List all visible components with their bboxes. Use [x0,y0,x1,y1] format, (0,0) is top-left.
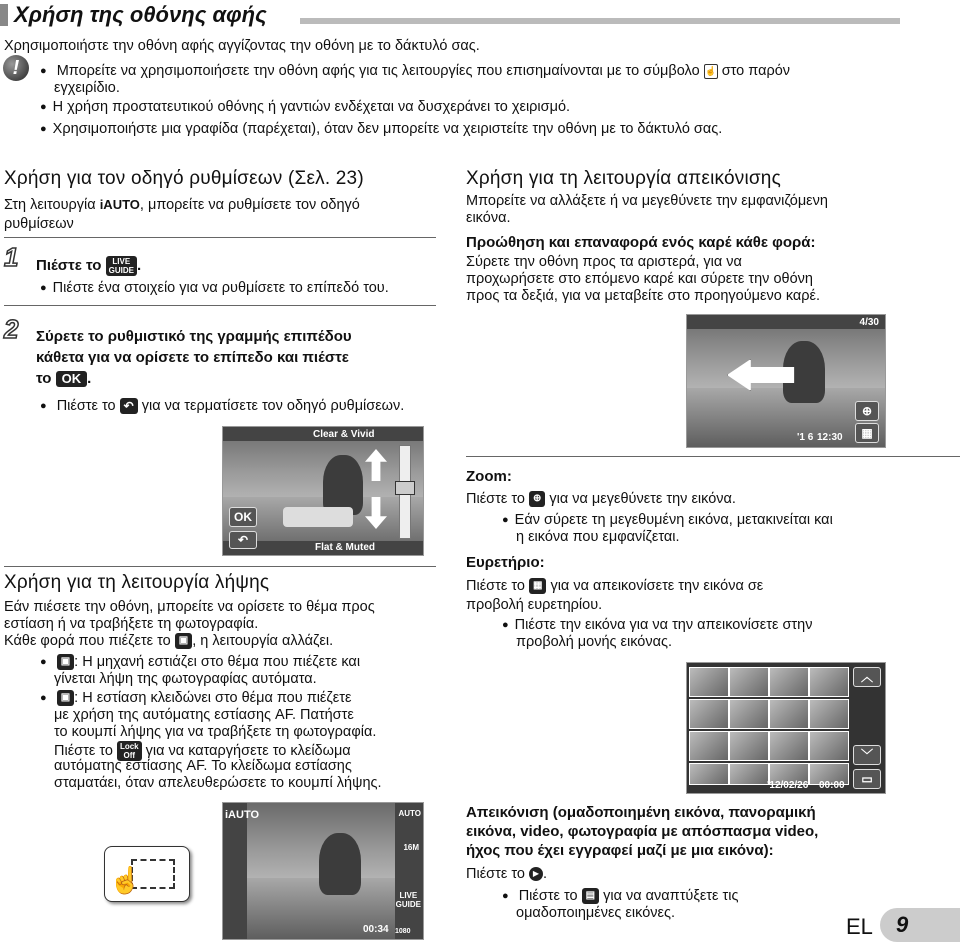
shoot-bullet-1-cont: γίνεται λήψη της φωτογραφίας αυτόματα. [54,671,317,687]
shoot-bullet-2-l5: αυτόματης εστίασης AF. Το κλείδωμα εστίασης [54,758,352,774]
level-top-label: Clear & Vivid [313,429,375,440]
note-3: ● Χρησιμοποιήστε μια γραφίδα (παρέχεται), όταν δεν μπορείτε να χειριστείτε την οθόνη με το δάκτυλό σας. [40,121,722,139]
zoom-bullet: ● Εάν σύρετε τη μεγεθυμένη εικόνα, μετακινείται και [502,512,833,530]
single-view-button[interactable]: ▭ [853,769,881,789]
step-1-text: Πιέστε το LIVE GUIDE . [36,256,142,275]
zoom-title: Zoom: [466,468,512,485]
lock-off-icon: Lock Off [117,741,142,761]
af-lock-mode-icon: ▣ [57,690,74,706]
index-p-cont: προβολή ευρετηρίου. [466,597,603,613]
title-bar [0,4,900,26]
touch-icon: ☝ [704,64,718,79]
zoom-p: Πιέστε το ⊕ για να μεγεθύνετε την εικόνα. [466,491,736,507]
index-button[interactable]: ▦ [855,423,879,443]
live-guide-indicator[interactable]: LIVE GUIDE [395,891,421,909]
index-icon: ▦ [529,578,546,594]
note-1-cont: εγχειρίδιο. [54,80,120,96]
advance-title: Προώθηση και επαναφορά ενός καρέ κάθε φορά: [466,234,816,251]
group-title-2: εικόνα, video, φωτογραφία με απόσπασμα video, [466,823,819,840]
image-size-indicator: 16M [403,843,419,852]
group-p: Πιέστε το ▶ . [466,866,547,882]
shoot-bullet-2-l4: Πιέστε το Lock Off για να καταργήσετε το κλείδωμα [54,742,351,760]
step-2-line-2: κάθετα για να ορίσετε το επίπεδο και πιέστε [36,349,349,366]
iauto-mode-icon: iAUTO [99,197,140,212]
note-1: ● Μπορείτε να χρησιμοποιήσετε την οθόνη αφής για τις λειτουργίες που επισημαίνονται με το σύμβολο ☝ στο παρόν [40,63,790,81]
playback-p2: εικόνα. [466,210,511,226]
page-title: Χρήση της οθόνης αφής [14,2,267,27]
live-guide-button-icon: LIVE GUIDE [106,256,137,276]
screen-back-button[interactable]: ↶ [229,531,257,549]
zoom-button[interactable]: ⊕ [855,401,879,421]
step-2-bullet: ● Πιέστε το ↶ για να τερματίσετε τον οδηγό ρυθμίσεων. [40,398,404,416]
playback-p1: Μπορείτε να αλλάξετε ή να μεγεθύνετε την εμφανιζόμενη [466,193,828,209]
index-date: '12/02/26 [767,780,809,791]
index-time: 00:00 [819,780,845,791]
advance-p2: προχωρήσετε στο επόμενο καρέ και σύρετε την οθόνη [466,271,813,287]
level-slider-handle[interactable] [395,481,415,495]
hand-pointer-icon: ☝ [109,865,142,895]
shoot-p3: Κάθε φορά που πιέζετε το ▣ , η λειτουργία αλλάζει. [4,633,334,649]
drag-arrow-up-icon [365,449,387,481]
shoot-bullet-2-l6: σταματάει, όταν απελευθερώσετε το κουμπί λήψης. [54,775,382,791]
auto-flash-indicator: AUTO [398,809,421,818]
advance-p1: Σύρετε την οθόνη προς τα αριστερά, για να [466,254,742,270]
group-title-3: ήχος που έχει εγγραφεί μαζί με μια εικόνα): [466,842,774,859]
video-resolution: 1080 [395,928,411,935]
screen-ok-button[interactable]: OK [229,507,257,527]
ok-button-icon: OK [56,371,88,387]
page-number-tab [880,908,960,942]
iauto-indicator: iAUTO [225,809,260,821]
step-2-line-1: Σύρετε το ρυθμιστικό της γραμμής επιπέδου [36,328,352,345]
level-bottom-label: Flat & Muted [315,542,375,553]
step-1-bullet: ● Πιέστε ένα στοιχείο για να ρυθμίσετε το επίπεδό του. [40,280,389,298]
language-label: EL [846,914,873,939]
group-bullet-cont: ομαδοποιημένες εικόνες. [516,905,675,921]
touch-shutter-mode-icon: ▣ [57,654,74,670]
index-bullet: ● Πιέστε την εικόνα για να την απεικονίσετε στην [502,617,812,635]
time-display: 12:30 [817,432,843,443]
shoot-p1: Εάν πιέσετε την οθόνη, μπορείτε να ορίσετε το θέμα προς [4,599,375,615]
date-display: '1 6 [797,432,814,443]
step-2-line-3: το OK . [36,370,92,387]
intro-text: Χρησιμοποιήστε την οθόνη αφής αγγίζοντας την οθόνη με το δάκτυλό σας. [4,38,480,54]
shoot-title: Χρήση για τη λειτουργία λήψης [4,572,270,593]
step-2-number: 2 [4,314,19,344]
index-screen-image [686,662,886,794]
guide-screen-image [222,426,424,556]
index-bullet-cont: προβολή μονής εικόνας. [516,634,673,650]
index-p: Πιέστε το ▦ για να απεικονίσετε την εικόνα σε [466,578,764,594]
page-number: 9 [896,912,909,937]
shoot-p2: εστίαση ή να τραβήξετε τη φωτογραφία. [4,616,259,632]
frame-counter: 4/30 [859,317,879,328]
back-arrow-icon: ↶ [120,398,138,414]
advance-p3: προς τα δεξιά, για να μεταβείτε στο προηγούμενο καρέ. [466,288,821,304]
guide-desc: Στη λειτουργία iAUTO, μπορείτε να ρυθμίσετε τον οδηγό [4,197,360,213]
group-title-1: Απεικόνιση (ομαδοποιημένη εικόνα, πανοραμική [466,804,816,821]
time-remaining: 00:34 [363,924,389,935]
group-bullet: ● Πιέστε το ▤ για να αναπτύξετε τις [502,888,738,906]
scroll-up-button[interactable]: ︿ [853,667,881,687]
zoom-bullet-cont: η εικόνα που εμφανίζεται. [516,529,680,545]
step-1-number: 1 [4,242,19,272]
playback-screen-image [686,314,886,448]
shooting-screen-image [222,802,424,940]
shoot-bullet-1: ● ▣ : Η μηχανή εστιάζει στο θέμα που πιέζετε και [40,654,360,672]
shoot-bullet-2-l2: με χρήση της αυτόματης εστίασης AF. Πατήστε [54,707,354,723]
expand-group-icon: ▤ [582,888,599,904]
touch-shutter-icon: ▣ [175,633,192,649]
playback-title: Χρήση για τη λειτουργία απεικόνισης [466,168,781,189]
note-2: ● Η χρήση προστατευτικού οθόνης ή γαντιών ενδέχεται να δυσχεράνει το χειρισμό. [40,99,570,117]
zoom-icon: ⊕ [529,491,545,507]
warning-icon: ! [3,55,29,81]
shoot-bullet-2-l3: το κουμπί λήψης για να τραβήξετε τη φωτογραφία. [54,724,377,740]
guide-desc-cont: ρυθμίσεων [4,216,74,232]
scroll-down-button[interactable]: ﹀ [853,745,881,765]
guide-title: Χρήση για τον οδηγό ρυθμίσεων (Σελ. 23) [4,168,364,189]
index-title: Ευρετήριο: [466,554,545,571]
shoot-bullet-2: ● ▣ : Η εστίαση κλειδώνει στο θέμα που πιέζετε [40,690,351,708]
play-icon: ▶ [529,867,543,881]
touch-shutter-callout [104,846,190,902]
